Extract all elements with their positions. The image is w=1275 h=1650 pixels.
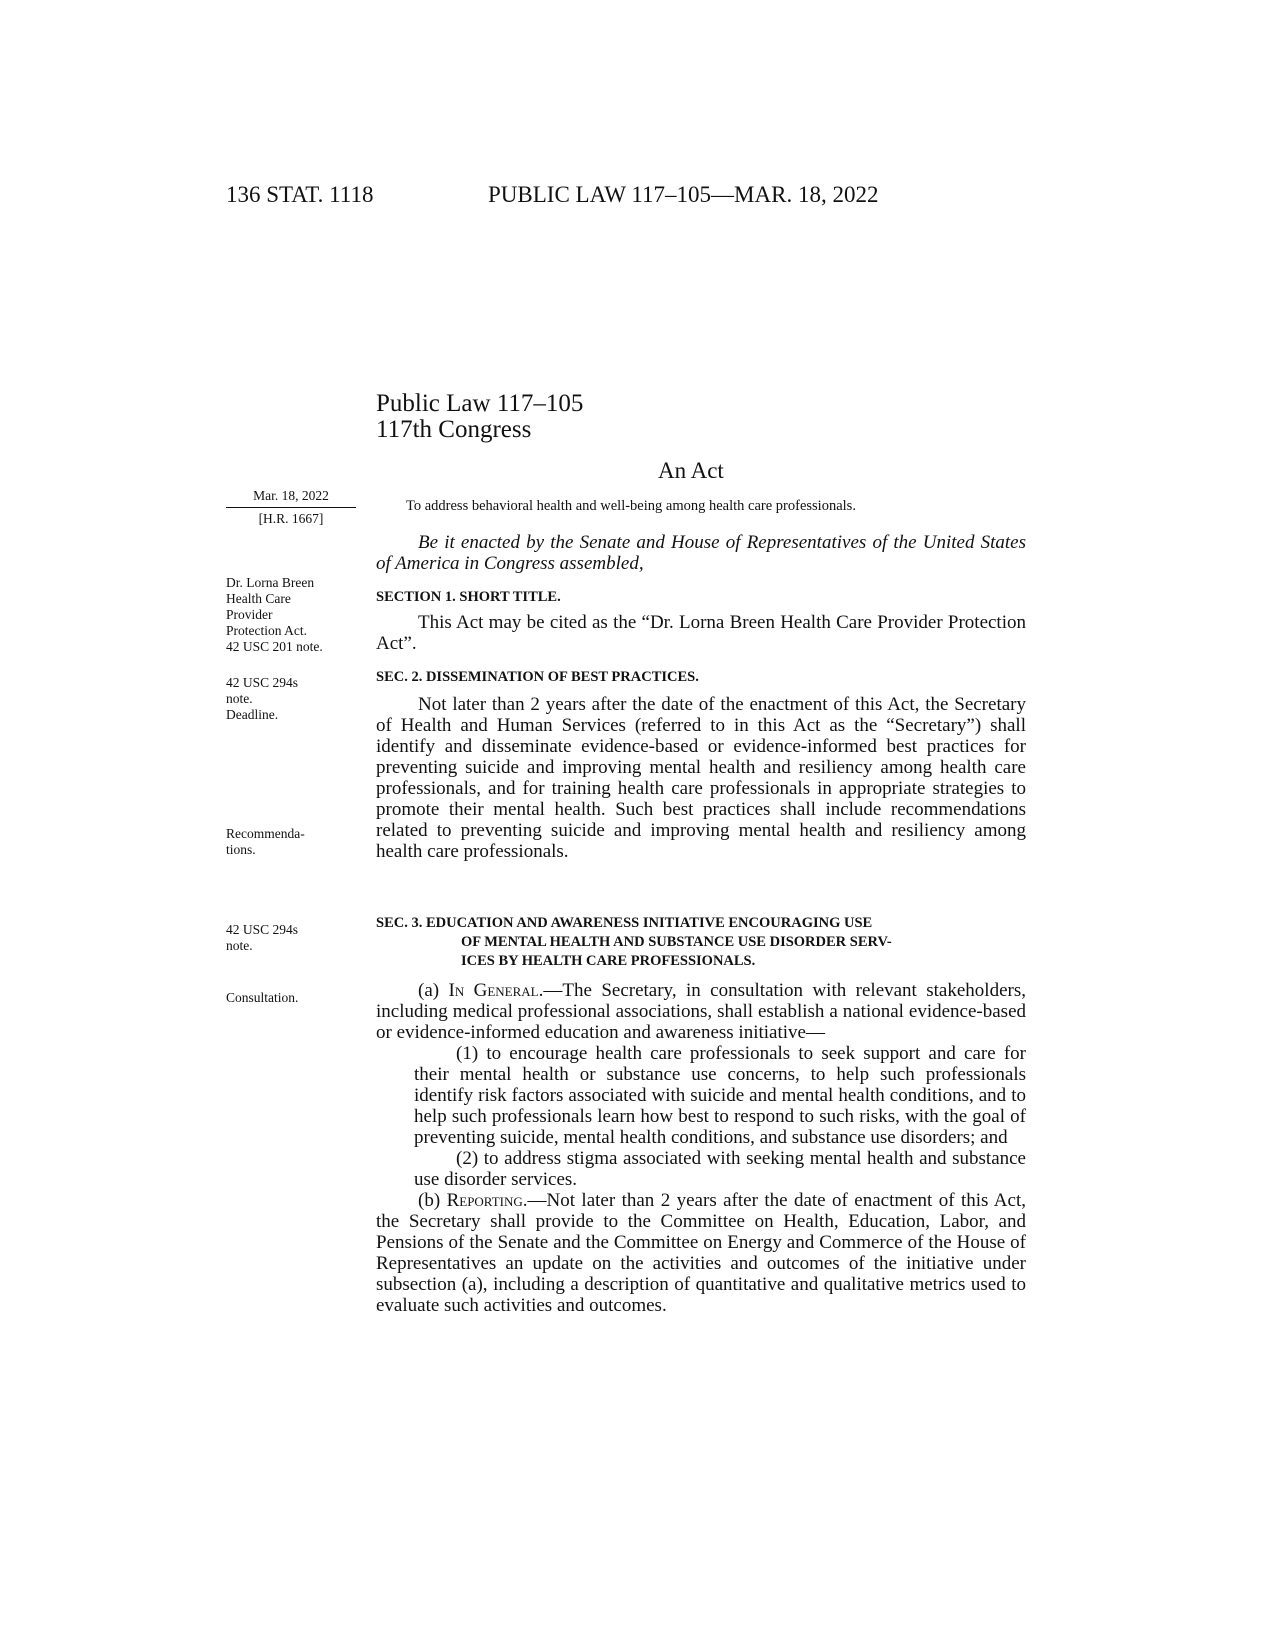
margin-note-line: Consultation. <box>226 990 299 1005</box>
sec1-text: This Act may be cited as the “Dr. Lorna Breen Health Care Provider Protection Act”. <box>376 612 1026 654</box>
margin-note-short-title <box>226 575 362 655</box>
margin-note-line: Dr. Lorna Breen <box>226 575 315 590</box>
enacting-clause-block <box>376 532 1026 574</box>
sec3a1-paragraph: (1) to encourage health care professionals to seek support and care for their mental health or substance use concerns, to help such professionals identify risk factors associated with suicide and mental health conditions, and to help such professionals learn how best to respond to such risks, with the goal of preventing suicide, mental health conditions, and substance use disorders; and <box>414 1043 1026 1148</box>
margin-note-line: tions. <box>226 842 256 857</box>
sec3-block <box>376 980 1026 1316</box>
sec3-heading-line: ICES BY HEALTH CARE PROFESSIONALS. <box>461 953 756 969</box>
approval-date: Mar. 18, 2022 <box>226 488 356 508</box>
act-heading: An Act <box>658 458 724 483</box>
sec2-heading: SEC. 2. DISSEMINATION OF BEST PRACTICES. <box>376 669 699 685</box>
margin-note-line: Protection Act. <box>226 623 307 638</box>
sec3b-caption: Reporting <box>446 1190 523 1211</box>
margin-note-sec3 <box>226 922 362 954</box>
margin-note-line: 42 USC 201 note. <box>226 639 323 654</box>
margin-note-line: Provider <box>226 607 273 622</box>
sec3b-paragraph <box>376 1190 1026 1316</box>
margin-note-line: Health Care <box>226 591 291 606</box>
congress-line: 117th Congress <box>376 416 532 443</box>
long-title: To address behavioral health and well-being among health care professionals. <box>406 498 856 514</box>
page-number: 136 STAT. 1118 <box>226 182 374 207</box>
sec3b-text: .—Not later than 2 years after the date of enactment of this Act, the Secretary shall provide to the Committee on Health, Education, Labor, and Pensions of the Senate and the Committee on Energy and Commerce of the House of Representatives an update on the activities and outcomes of the initiative under subsection (a), including a description of quantitative and qualitative metrics used to evaluate such activities and outcomes. <box>376 1190 1026 1316</box>
sec3-heading-line: SEC. 3. EDUCATION AND AWARENESS INITIATIVE ENCOURAGING USE <box>376 915 873 931</box>
sec3b-label: (b) <box>418 1190 447 1211</box>
approval-block <box>226 488 356 527</box>
margin-note-sec2 <box>226 675 362 723</box>
margin-note-line: Deadline. <box>226 707 279 722</box>
margin-note-line: Recommenda- <box>226 826 305 841</box>
margin-note-consultation <box>226 990 362 1006</box>
sec2-text: Not later than 2 years after the date of the enactment of this Act, the Secretary of Health and Human Services (referred to in this Act as the “Secretary”) shall identify and disseminate evidence-based or evidence-informed best practices for preventing suicide and improving mental health and resiliency among health care professionals, and for training health care professionals in appropriate strategies to promote their mental health. Such best practices shall include recommendations related to preventing suicide and improving mental health and resiliency among health care professionals. <box>376 694 1026 862</box>
sec1-block <box>376 612 1026 654</box>
margin-note-line: 42 USC 294s <box>226 675 299 690</box>
sec1-heading: SECTION 1. SHORT TITLE. <box>376 589 561 605</box>
margin-note-line: note. <box>226 691 253 706</box>
sec3a-text: .—The Secretary, in consultation with relevant stakeholders, including medical professional associations, shall establish a national evidence-based or evidence-informed education and awareness initiative— <box>376 980 1026 1043</box>
sec3a-caption: In General <box>448 980 539 1001</box>
sec3a-paragraph <box>376 980 1026 1043</box>
sec3a2-paragraph: (2) to address stigma associated with seeking mental health and substance use disorder services. <box>414 1148 1026 1190</box>
running-head: PUBLIC LAW 117–105—MAR. 18, 2022 <box>488 182 879 207</box>
law-title: Public Law 117–105 <box>376 390 584 417</box>
bill-number: [H.R. 1667] <box>258 511 324 526</box>
margin-note-line: note. <box>226 938 253 953</box>
sec3-heading-line: OF MENTAL HEALTH AND SUBSTANCE USE DISORDER SERV- <box>461 934 892 950</box>
sec3-heading <box>376 914 1026 971</box>
enacting-clause: Be it enacted by the Senate and House of Representatives of the United States of America in Congress assembled, <box>376 532 1026 574</box>
sec2-block <box>376 694 1026 862</box>
margin-note-line: 42 USC 294s <box>226 922 299 937</box>
margin-note-recommendations <box>226 826 362 858</box>
sec3a-label: (a) <box>418 980 449 1001</box>
